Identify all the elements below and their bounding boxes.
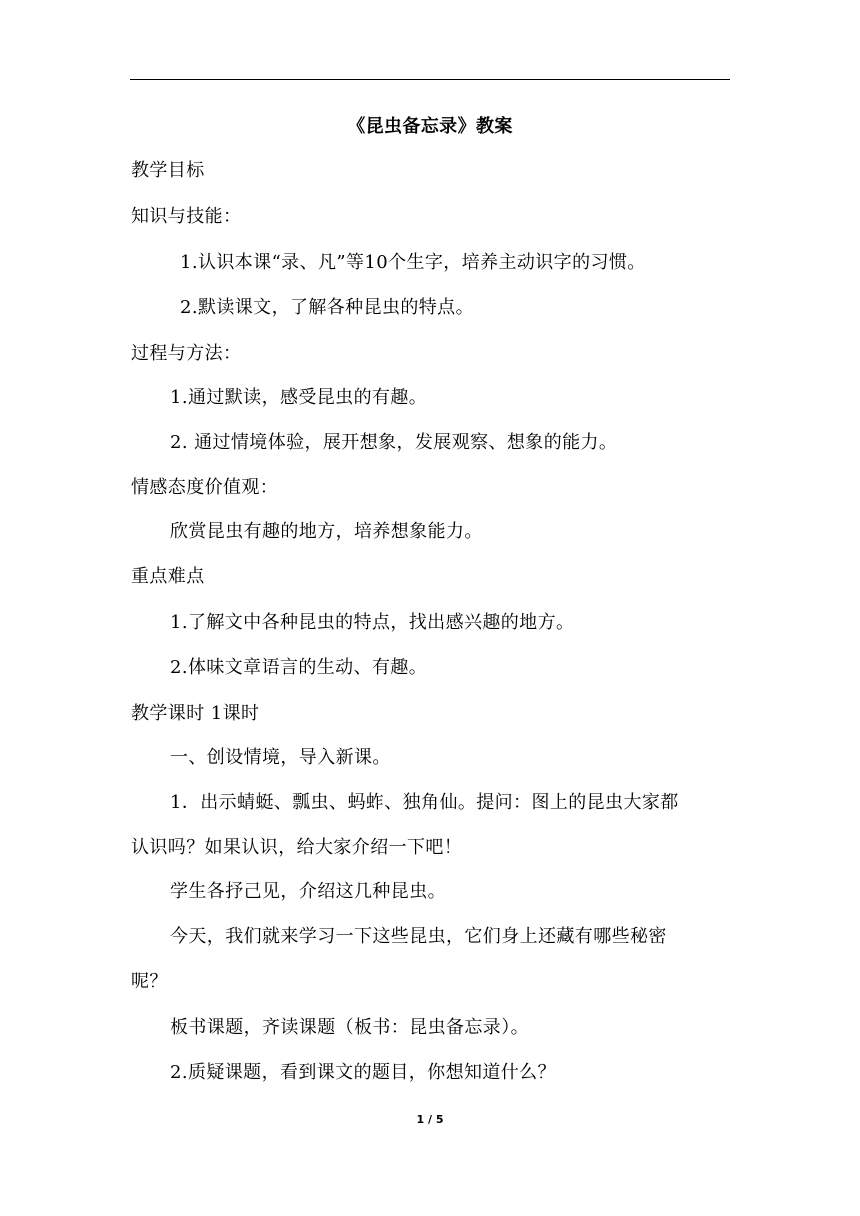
paragraph: 欣赏昆虫有趣的地方，培养想象能力。 [170, 521, 483, 542]
paragraph: 2.质疑课题，看到课文的题目，你想知道什么？ [170, 1062, 556, 1083]
list-item: 2. 通过情境体验，展开想象，发展观察、想象的能力。 [170, 432, 618, 453]
list-item: 1.认识本课“录、凡”等10个生字，培养主动识字的习惯。 [180, 252, 646, 273]
paragraph: 今天，我们就来学习一下这些昆虫，它们身上还藏有哪些秘密 [170, 926, 667, 947]
header-rule [130, 79, 730, 80]
paragraph: 一、创设情境，导入新课。 [170, 747, 391, 768]
document-title: 《昆虫备忘录》教案 [347, 116, 513, 137]
paragraph: 学生各抒己见，介绍这几种昆虫。 [170, 881, 446, 902]
list-item: 1.通过默读，感受昆虫的有趣。 [170, 387, 428, 408]
list-item: 2.体味文章语言的生动、有趣。 [170, 657, 428, 678]
subheading-process-method: 过程与方法： [131, 343, 242, 364]
subheading-emotion-values: 情感态度价值观： [131, 477, 279, 498]
paragraph: 呢？ [131, 971, 168, 992]
paragraph: 板书课题，齐读课题（板书：昆虫备忘录）。 [170, 1017, 529, 1038]
list-item: 2.默读课文，了解各种昆虫的特点。 [180, 297, 474, 318]
page-number: 1 / 5 [416, 1113, 444, 1126]
list-item: 1.了解文中各种昆虫的特点，找出感兴趣的地方。 [170, 612, 575, 633]
section-heading-objectives: 教学目标 [131, 160, 205, 181]
subheading-knowledge-skills: 知识与技能： [131, 206, 242, 227]
section-heading-key-points: 重点难点 [131, 566, 205, 587]
paragraph: 认识吗？如果认识，给大家介绍一下吧！ [131, 837, 463, 858]
paragraph: 1．出示蜻蜓、瓢虫、蚂蚱、独角仙。提问：图上的昆虫大家都 [170, 792, 679, 813]
section-heading-class-hours: 教学课时 1课时 [131, 703, 260, 724]
